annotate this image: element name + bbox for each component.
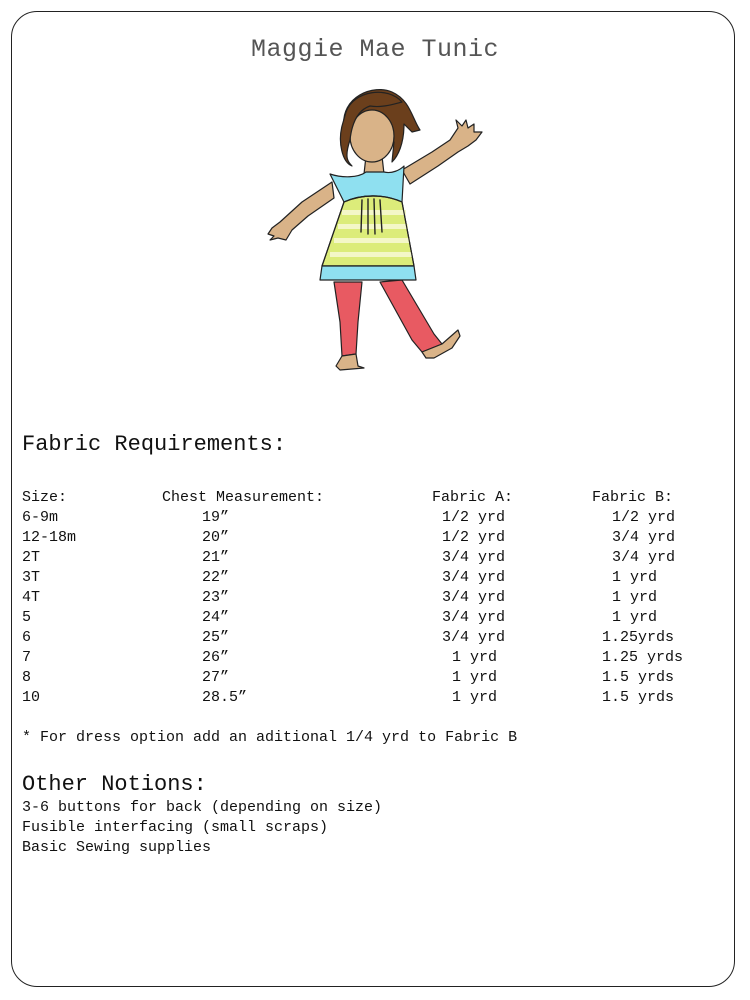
chest-cell: 22” <box>202 569 230 586</box>
fabric-a-cell: 3/4 yrd <box>442 609 506 626</box>
fabric-a-cell: 3/4 yrd <box>442 629 506 646</box>
chest-cell: 25” <box>202 629 230 646</box>
table-row <box>0 508 750 528</box>
table-row <box>0 628 750 648</box>
fabric-a-cell: 1 yrd <box>452 689 498 706</box>
size-cell: 2T <box>22 549 41 566</box>
size-cell: 10 <box>22 689 41 706</box>
notion-item: Fusible interfacing (small scraps) <box>22 819 329 836</box>
chest-cell: 21” <box>202 549 230 566</box>
fabric-b-cell: 1.5 yrds <box>602 669 675 686</box>
girl-in-tunic-illustration <box>262 82 490 374</box>
table-row <box>0 588 750 608</box>
fabric-b-cell: 1 yrd <box>612 589 658 606</box>
fabric-b-cell: 1/2 yrd <box>612 509 676 526</box>
table-row <box>0 528 750 548</box>
fabric-b-cell: 1 yrd <box>612 609 658 626</box>
size-cell: 12-18m <box>22 529 77 546</box>
size-cell: 6-9m <box>22 509 59 526</box>
fabric-b-cell: 3/4 yrd <box>612 549 676 566</box>
table-header-row <box>0 488 750 508</box>
chest-cell: 24” <box>202 609 230 626</box>
table-row <box>0 688 750 708</box>
fabric-b-cell: 3/4 yrd <box>612 529 676 546</box>
chest-cell: 20” <box>202 529 230 546</box>
fabric-a-cell: 3/4 yrd <box>442 589 506 606</box>
size-column-header: Size: <box>22 489 68 506</box>
fabric-a-cell: 1/2 yrd <box>442 509 506 526</box>
fabric-b-cell: 1 yrd <box>612 569 658 586</box>
chest-cell: 28.5” <box>202 689 248 706</box>
table-row <box>0 608 750 628</box>
fabric-a-cell: 1 yrd <box>452 649 498 666</box>
fabric-b-cell: 1.5 yrds <box>602 689 675 706</box>
size-cell: 7 <box>22 649 32 666</box>
notion-item: Basic Sewing supplies <box>22 839 212 856</box>
fabric-b-cell: 1.25 yrds <box>602 649 684 666</box>
fabric-b-cell: 1.25yrds <box>602 629 675 646</box>
dress-option-note: * For dress option add an aditional 1/4 yrd to Fabric B <box>22 729 518 746</box>
chest-cell: 23” <box>202 589 230 606</box>
size-cell: 8 <box>22 669 32 686</box>
fabric-requirements-heading: Fabric Requirements: <box>22 432 287 457</box>
size-cell: 4T <box>22 589 41 606</box>
fabric-a-column-header: Fabric A: <box>432 489 514 506</box>
size-cell: 5 <box>22 609 32 626</box>
fabric-b-column-header: Fabric B: <box>592 489 674 506</box>
fabric-a-cell: 3/4 yrd <box>442 549 506 566</box>
table-row <box>0 668 750 688</box>
fabric-a-cell: 3/4 yrd <box>442 569 506 586</box>
chest-cell: 26” <box>202 649 230 666</box>
table-row <box>0 648 750 668</box>
chest-cell: 19” <box>202 509 230 526</box>
table-row <box>0 548 750 568</box>
notion-item: 3-6 buttons for back (depending on size) <box>22 799 383 816</box>
chest-cell: 27” <box>202 669 230 686</box>
page-title: Maggie Mae Tunic <box>250 35 500 64</box>
size-cell: 3T <box>22 569 41 586</box>
other-notions-heading: Other Notions: <box>22 772 207 797</box>
table-row <box>0 568 750 588</box>
fabric-a-cell: 1/2 yrd <box>442 529 506 546</box>
size-cell: 6 <box>22 629 32 646</box>
chest-column-header: Chest Measurement: <box>162 489 325 506</box>
fabric-a-cell: 1 yrd <box>452 669 498 686</box>
